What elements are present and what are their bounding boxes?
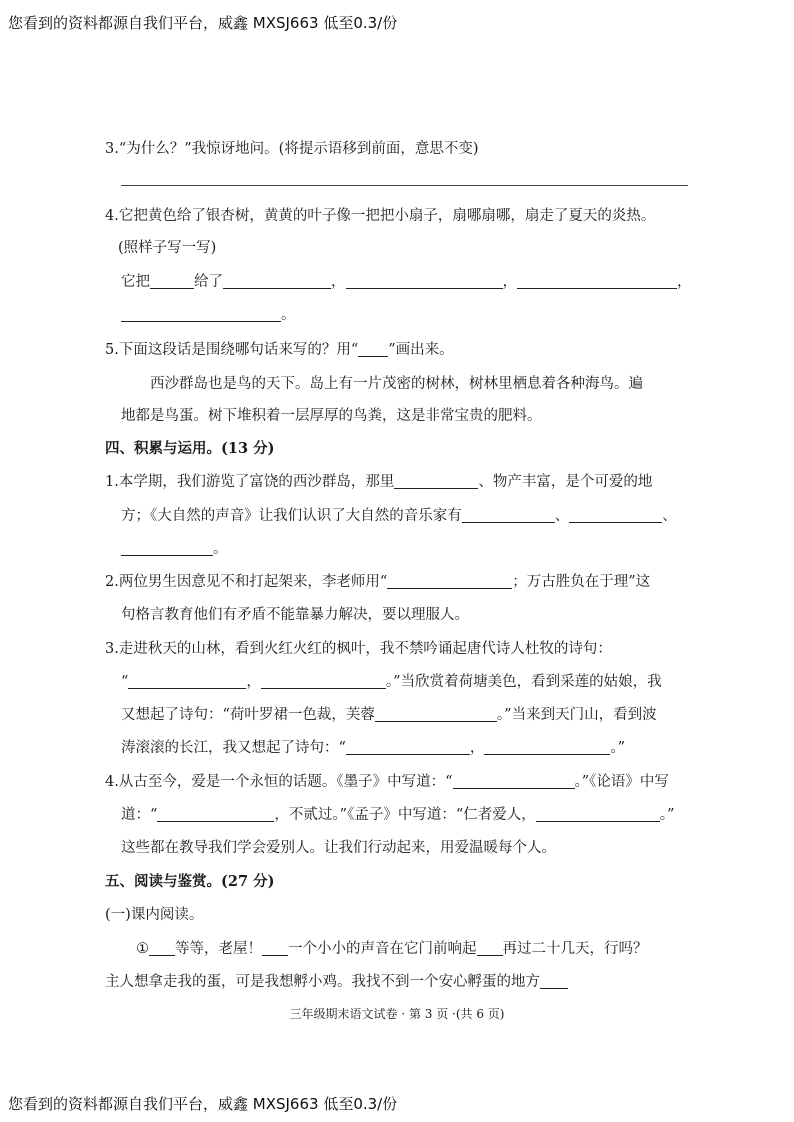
question-4-pattern-line-2 — [121, 303, 296, 324]
punct: “ — [121, 674, 129, 690]
blank[interactable] — [453, 774, 575, 790]
text: 再过二十几天，行吗？ — [502, 941, 648, 957]
blank[interactable] — [346, 274, 503, 290]
question-5 — [105, 338, 454, 359]
punct: 。 — [213, 541, 228, 557]
blank[interactable] — [375, 707, 497, 723]
punct: 。” — [659, 807, 675, 823]
text: 又想起了诗句：“荷叶罗裙一色裁，芙蓉 — [121, 707, 375, 723]
blank[interactable] — [387, 574, 512, 590]
text: 等等，老屋！ — [175, 941, 262, 957]
underline-sample — [358, 342, 388, 358]
page-footer: 三年级期末语文试卷 · 第 3 页 ·(共 6 页) — [289, 1007, 505, 1021]
text: 。”当来到天门山，看到波 — [496, 707, 657, 723]
question-5-text-end: ”画出来。 — [388, 342, 454, 358]
s4-item-3-line-2 — [121, 670, 662, 691]
punct: ， — [502, 274, 517, 290]
blank[interactable] — [261, 674, 386, 690]
punct: ， — [677, 274, 692, 290]
s4-item-3-line-4 — [121, 736, 625, 757]
punct: 、 — [554, 508, 570, 524]
s4-item-4-line-2 — [121, 803, 674, 824]
blank[interactable] — [536, 807, 660, 823]
section-5-subheading: (一)课内阅读。 — [105, 907, 204, 923]
blank[interactable] — [262, 941, 288, 957]
blank[interactable] — [346, 740, 470, 756]
blank[interactable] — [128, 674, 246, 690]
s4-item-4-line-1 — [105, 770, 669, 791]
text: 4.从古至今，爱是一个永恒的话题。《墨子》中写道：“ — [105, 774, 453, 790]
question-3: 3.“为什么？”我惊讶地问。(将提示语移到前面，意思不变) — [105, 141, 479, 157]
blank[interactable] — [121, 541, 213, 557]
blank[interactable] — [150, 274, 194, 290]
s4-item-1-line-3 — [121, 537, 228, 558]
blank[interactable] — [223, 274, 331, 290]
text: 。”《论语》中写 — [574, 774, 669, 790]
text: 方；《大自然的声音》让我们认识了大自然的音乐家有 — [121, 508, 462, 524]
punct: 。 — [281, 307, 296, 323]
punct: ， — [331, 274, 346, 290]
paragraph-number: ① — [136, 941, 149, 957]
s4-item-3-line-1: 3.走进秋天的山林，看到火红火红的枫叶，我不禁吟诵起唐代诗人杜牧的诗句： — [105, 641, 612, 657]
answer-line-q3 — [121, 185, 688, 186]
blank[interactable] — [540, 974, 568, 990]
s4-item-1-line-1 — [105, 470, 652, 491]
blank[interactable] — [517, 274, 677, 290]
passage-line-2: 地都是鸟蛋。树下堆积着一层厚厚的鸟粪，这是非常宝贵的肥料。 — [121, 408, 542, 424]
question-4-instruction: (照样子写一写) — [118, 240, 217, 256]
s4-item-4-line-3: 这些都在教导我们学会爱别人。让我们行动起来，用爱温暖每个人。 — [121, 840, 556, 856]
promo-banner-bottom: 您看到的资料都源自我们平台，威鑫 MXSJ663 低至0.3/份 — [8, 1095, 398, 1113]
s4-item-2-line-1 — [105, 570, 650, 591]
text: 道：“ — [121, 807, 158, 823]
blank[interactable] — [121, 307, 281, 323]
text: 一个小小的声音在它门前响起 — [288, 941, 477, 957]
pattern-prefix: 它把 — [121, 274, 150, 290]
text: ，不贰过。”《孟子》中写道：“仁者爱人， — [274, 807, 536, 823]
question-5-text: 5.下面这段话是围绕哪句话来写的？用“ — [105, 342, 359, 358]
section-4-heading: 四、积累与运用。(13 分) — [105, 440, 275, 457]
question-4-pattern-line — [121, 270, 692, 291]
blank[interactable] — [149, 941, 175, 957]
passage-line-1: 西沙群岛也是鸟的天下。岛上有一片茂密的树林，树林里栖息着各种海鸟。遍 — [150, 376, 643, 392]
punct: 。” — [610, 740, 626, 756]
punct: 、 — [662, 508, 677, 524]
reading-line-1 — [136, 937, 648, 958]
blank[interactable] — [484, 740, 610, 756]
s4-item-3-line-3 — [121, 703, 657, 724]
text: ；万古胜负在于理”这 — [512, 574, 651, 590]
punct: ， — [246, 674, 261, 690]
text: 1.本学期，我们游览了富饶的西沙群岛，那里 — [105, 474, 395, 490]
blank[interactable] — [569, 508, 662, 524]
promo-banner-top: 您看到的资料都源自我们平台，威鑫 MXSJ663 低至0.3/份 — [8, 14, 398, 32]
blank[interactable] — [157, 807, 274, 823]
section-5-heading: 五、阅读与鉴赏。(27 分) — [105, 873, 275, 890]
punct: ， — [469, 740, 485, 756]
reading-line-2 — [105, 970, 568, 991]
text: 主人想拿走我的蛋，可是我想孵小鸡。我找不到一个安心孵蛋的地方 — [105, 974, 540, 990]
text: 、物产丰富，是个可爱的地 — [478, 474, 653, 490]
text: 2.两位男生因意见不和打起架来，李老师用“ — [105, 574, 388, 590]
blank[interactable] — [477, 941, 503, 957]
text: 。”当欣赏着荷塘美色，看到采莲的姑娘，我 — [385, 674, 662, 690]
s4-item-2-line-2: 句格言教育他们有矛盾不能靠暴力解决，要以理服人。 — [121, 607, 469, 623]
text: 涛滚滚的长江，我又想起了诗句：“ — [121, 740, 346, 756]
pattern-verb: 给了 — [194, 274, 223, 290]
question-4-text: 4.它把黄色给了银杏树，黄黄的叶子像一把把小扇子，扇哪扇哪，扇走了夏天的炎热。 — [105, 208, 656, 224]
blank[interactable] — [394, 474, 478, 490]
s4-item-1-line-2 — [121, 504, 677, 525]
blank[interactable] — [462, 508, 555, 524]
